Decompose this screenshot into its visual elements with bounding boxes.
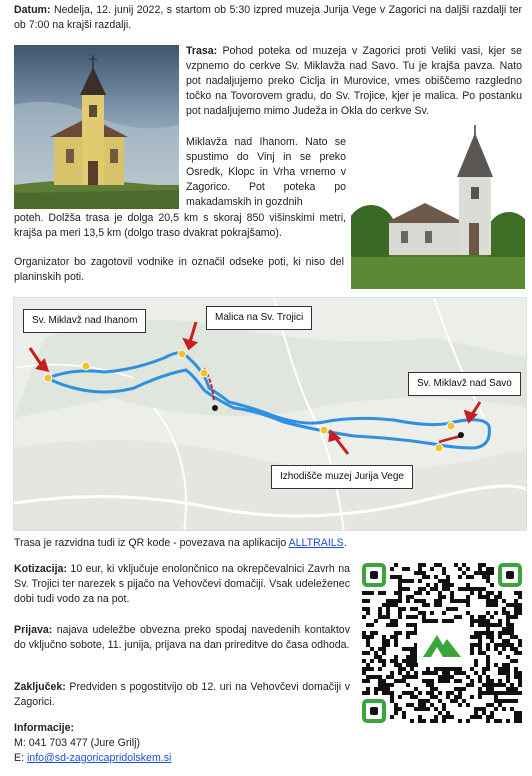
qr-module <box>466 703 470 707</box>
qr-module <box>514 615 518 619</box>
qr-module <box>374 691 378 695</box>
route-paragraph <box>186 44 522 119</box>
qr-module <box>498 719 502 723</box>
qr-module <box>450 715 454 719</box>
qr-module <box>518 643 522 647</box>
qr-module <box>390 683 394 687</box>
date-label: Datum: <box>14 4 51 16</box>
qr-module <box>410 579 414 583</box>
qr-module <box>382 663 386 667</box>
info-email-prefix: E: <box>14 752 27 765</box>
qr-module <box>462 687 466 691</box>
route-block <box>186 44 522 119</box>
qr-module <box>430 567 434 571</box>
qr-module <box>406 587 410 591</box>
route-text-bottom: poteh. Dolžša trasa je dolga 20,5 km s skoraj 850 višinskimi metri, krajša pa meri 13,5 km (dolgo traso dvakrat pokrajšamo). <box>14 212 346 240</box>
qr-module <box>466 567 470 571</box>
qr-module <box>398 695 402 699</box>
info-label: Informacije: <box>14 722 75 734</box>
qr-suffix: . <box>343 537 347 549</box>
qr-module <box>394 623 398 627</box>
qr-module <box>466 719 470 723</box>
qr-paragraph <box>14 536 454 551</box>
qr-module <box>518 683 522 687</box>
qr-module <box>366 611 370 615</box>
qr-module <box>418 691 422 695</box>
map-label-miklavz-sava: Sv. Miklavž nad Savo <box>408 372 521 396</box>
qr-module <box>486 647 490 651</box>
qr-module <box>362 615 366 619</box>
qr-module <box>422 563 426 567</box>
qr-module <box>378 667 382 671</box>
qr-module <box>422 719 426 723</box>
qr-module <box>490 615 494 619</box>
route-text-top: Pohod poteka od muzeja v Zagorici proti Veliki vasi, kjer se vzpnemo do cerkve Sv. Miklavža nad Savo. Tu je krajša pavza. Nato pot nadaljujemo preko Ciclja in Murovice, vmes obiščemo razgledno točko na Tovorovem gradu, do Sv. Trojice, kjer je malica. Po postanku pot nadaljujemo mimo Judeža in Okla do cerkve Sv. <box>186 45 522 118</box>
qr-code[interactable] <box>362 563 522 723</box>
qr-module <box>438 603 442 607</box>
qr-module <box>426 591 430 595</box>
qr-module <box>470 623 474 627</box>
qr-module <box>426 707 430 711</box>
qr-module <box>414 663 418 667</box>
qr-module <box>442 611 446 615</box>
qr-module <box>518 595 522 599</box>
qr-module <box>426 603 430 607</box>
qr-module <box>490 583 494 587</box>
route-block-bottom <box>14 211 346 241</box>
qr-module <box>390 715 394 719</box>
qr-module <box>490 571 494 575</box>
alltrails-logo-icon <box>417 623 467 663</box>
qr-module <box>498 651 502 655</box>
qr-module <box>470 695 474 699</box>
qr-module <box>494 707 498 711</box>
qr-module <box>470 575 474 579</box>
organizer-paragraph: Organizator bo zagotovil vodnike in označil odseke poti, ki niso del planinskih poti. <box>14 256 344 284</box>
qr-module <box>394 563 398 567</box>
qr-module <box>370 635 374 639</box>
signup-paragraph <box>14 623 350 653</box>
map-label-start: Izhodišče muzej Jurija Vege <box>271 465 413 489</box>
qr-module <box>390 567 394 571</box>
qr-module <box>374 619 378 623</box>
qr-module <box>398 615 402 619</box>
qr-module <box>474 663 478 667</box>
qr-module <box>514 699 518 703</box>
info-phone: M: 041 703 477 (Jure Grilj) <box>14 737 141 750</box>
qr-module <box>402 715 406 719</box>
qr-module <box>398 631 402 635</box>
route-block-narrow <box>186 135 346 210</box>
qr-module <box>478 715 482 719</box>
qr-module <box>414 615 418 619</box>
signup-text: najava udeležbe obvezna preko spodaj navedenih kontaktov do vključno sobote, 11. junija, prijava na dan prireditve do časa odhoda. <box>14 624 350 652</box>
qr-module <box>402 607 406 611</box>
closing-label: Zaključek: <box>14 681 66 693</box>
qr-module <box>366 679 370 683</box>
qr-module <box>518 651 522 655</box>
price-paragraph <box>14 562 350 607</box>
price-text: 10 eur, ki vključuje enolončnico na okrepčevalnici Zavrh na Sv. Trojici ter narezek s pijačo na Vehovčevi domačiji. Vsak udeleženec dobi tudi vodo za na pot. <box>14 563 350 606</box>
qr-module <box>506 719 510 723</box>
qr-module <box>410 719 414 723</box>
qr-module <box>466 603 470 607</box>
qr-module <box>394 643 398 647</box>
qr-module <box>470 651 474 655</box>
qr-module <box>518 719 522 723</box>
qr-module <box>446 679 450 683</box>
qr-module <box>370 623 374 627</box>
qr-module <box>414 675 418 679</box>
date-paragraph <box>14 3 522 33</box>
qr-module <box>386 643 390 647</box>
qr-finder-bl <box>362 699 386 723</box>
qr-module <box>406 599 410 603</box>
qr-module <box>394 711 398 715</box>
qr-module <box>430 611 434 615</box>
qr-module <box>366 651 370 655</box>
route-label: Trasa: <box>186 45 218 57</box>
closing-paragraph <box>14 680 350 710</box>
qr-module <box>470 591 474 595</box>
qr-module <box>406 567 410 571</box>
qr-module <box>494 611 498 615</box>
qr-module <box>366 691 370 695</box>
qr-module <box>514 659 518 663</box>
qr-module <box>426 575 430 579</box>
qr-module <box>478 695 482 699</box>
qr-module <box>406 635 410 639</box>
route-map[interactable] <box>13 297 527 531</box>
map-label-malica: Malica na Sv. Trojici <box>206 306 312 330</box>
qr-module <box>470 683 474 687</box>
qr-module <box>406 683 410 687</box>
qr-module <box>458 719 462 723</box>
qr-module <box>502 647 506 651</box>
date-text: Nedelja, 12. junij 2022, s startom ob 5:30 izpred muzeja Jurija Vege v Zagorici na daljši razdalji ter ob 7:00 na krajši razdalji. <box>14 4 522 32</box>
route-text-middle: Miklavža nad Ihanom. Nato se spustimo do Vinj in se preko Osredk, Klopc in Vrha vrnemo v Zagorico. Pot poteka po makadamskih in gozdnih <box>186 136 346 209</box>
qr-module <box>382 591 386 595</box>
qr-module <box>398 599 402 603</box>
signup-label: Prijava: <box>14 624 53 636</box>
qr-module <box>494 603 498 607</box>
qr-module <box>486 719 490 723</box>
info-block <box>14 721 344 766</box>
qr-module <box>450 583 454 587</box>
closing-text: Predviden s pogostitvijo ob 12. uri na Vehovčevi domačiji v Zagorici. <box>14 681 350 709</box>
qr-module <box>454 607 458 611</box>
qr-module <box>366 599 370 603</box>
qr-module <box>370 659 374 663</box>
qr-finder-tl <box>362 563 386 587</box>
qr-module <box>442 719 446 723</box>
price-label: Kotizacija: <box>14 563 67 575</box>
qr-module <box>370 591 374 595</box>
qr-module <box>458 615 462 619</box>
qr-module <box>518 611 522 615</box>
church-photo-right <box>351 125 525 289</box>
qr-module <box>486 667 490 671</box>
map-label-miklavz-ihan: Sv. Miklavž nad Ihanom <box>23 309 146 333</box>
info-email-link[interactable]: info@sd-zagoricapridolskem.si <box>26 752 172 765</box>
qr-module <box>370 667 374 671</box>
qr-prefix: Trasa je razvidna tudi iz QR kode - povezava na aplikacijo <box>14 537 289 549</box>
church-photo-left <box>14 45 179 209</box>
qr-module <box>418 591 422 595</box>
qr-module <box>374 631 378 635</box>
alltrails-link[interactable]: ALLTRAILS <box>288 537 344 549</box>
qr-module <box>442 595 446 599</box>
qr-module <box>458 679 462 683</box>
qr-module <box>502 707 506 711</box>
qr-finder-tr <box>498 563 522 587</box>
qr-module <box>458 703 462 707</box>
qr-module <box>518 691 522 695</box>
qr-module <box>382 651 386 655</box>
qr-module <box>434 719 438 723</box>
qr-module <box>418 579 422 583</box>
qr-module <box>438 691 442 695</box>
qr-module <box>458 575 462 579</box>
